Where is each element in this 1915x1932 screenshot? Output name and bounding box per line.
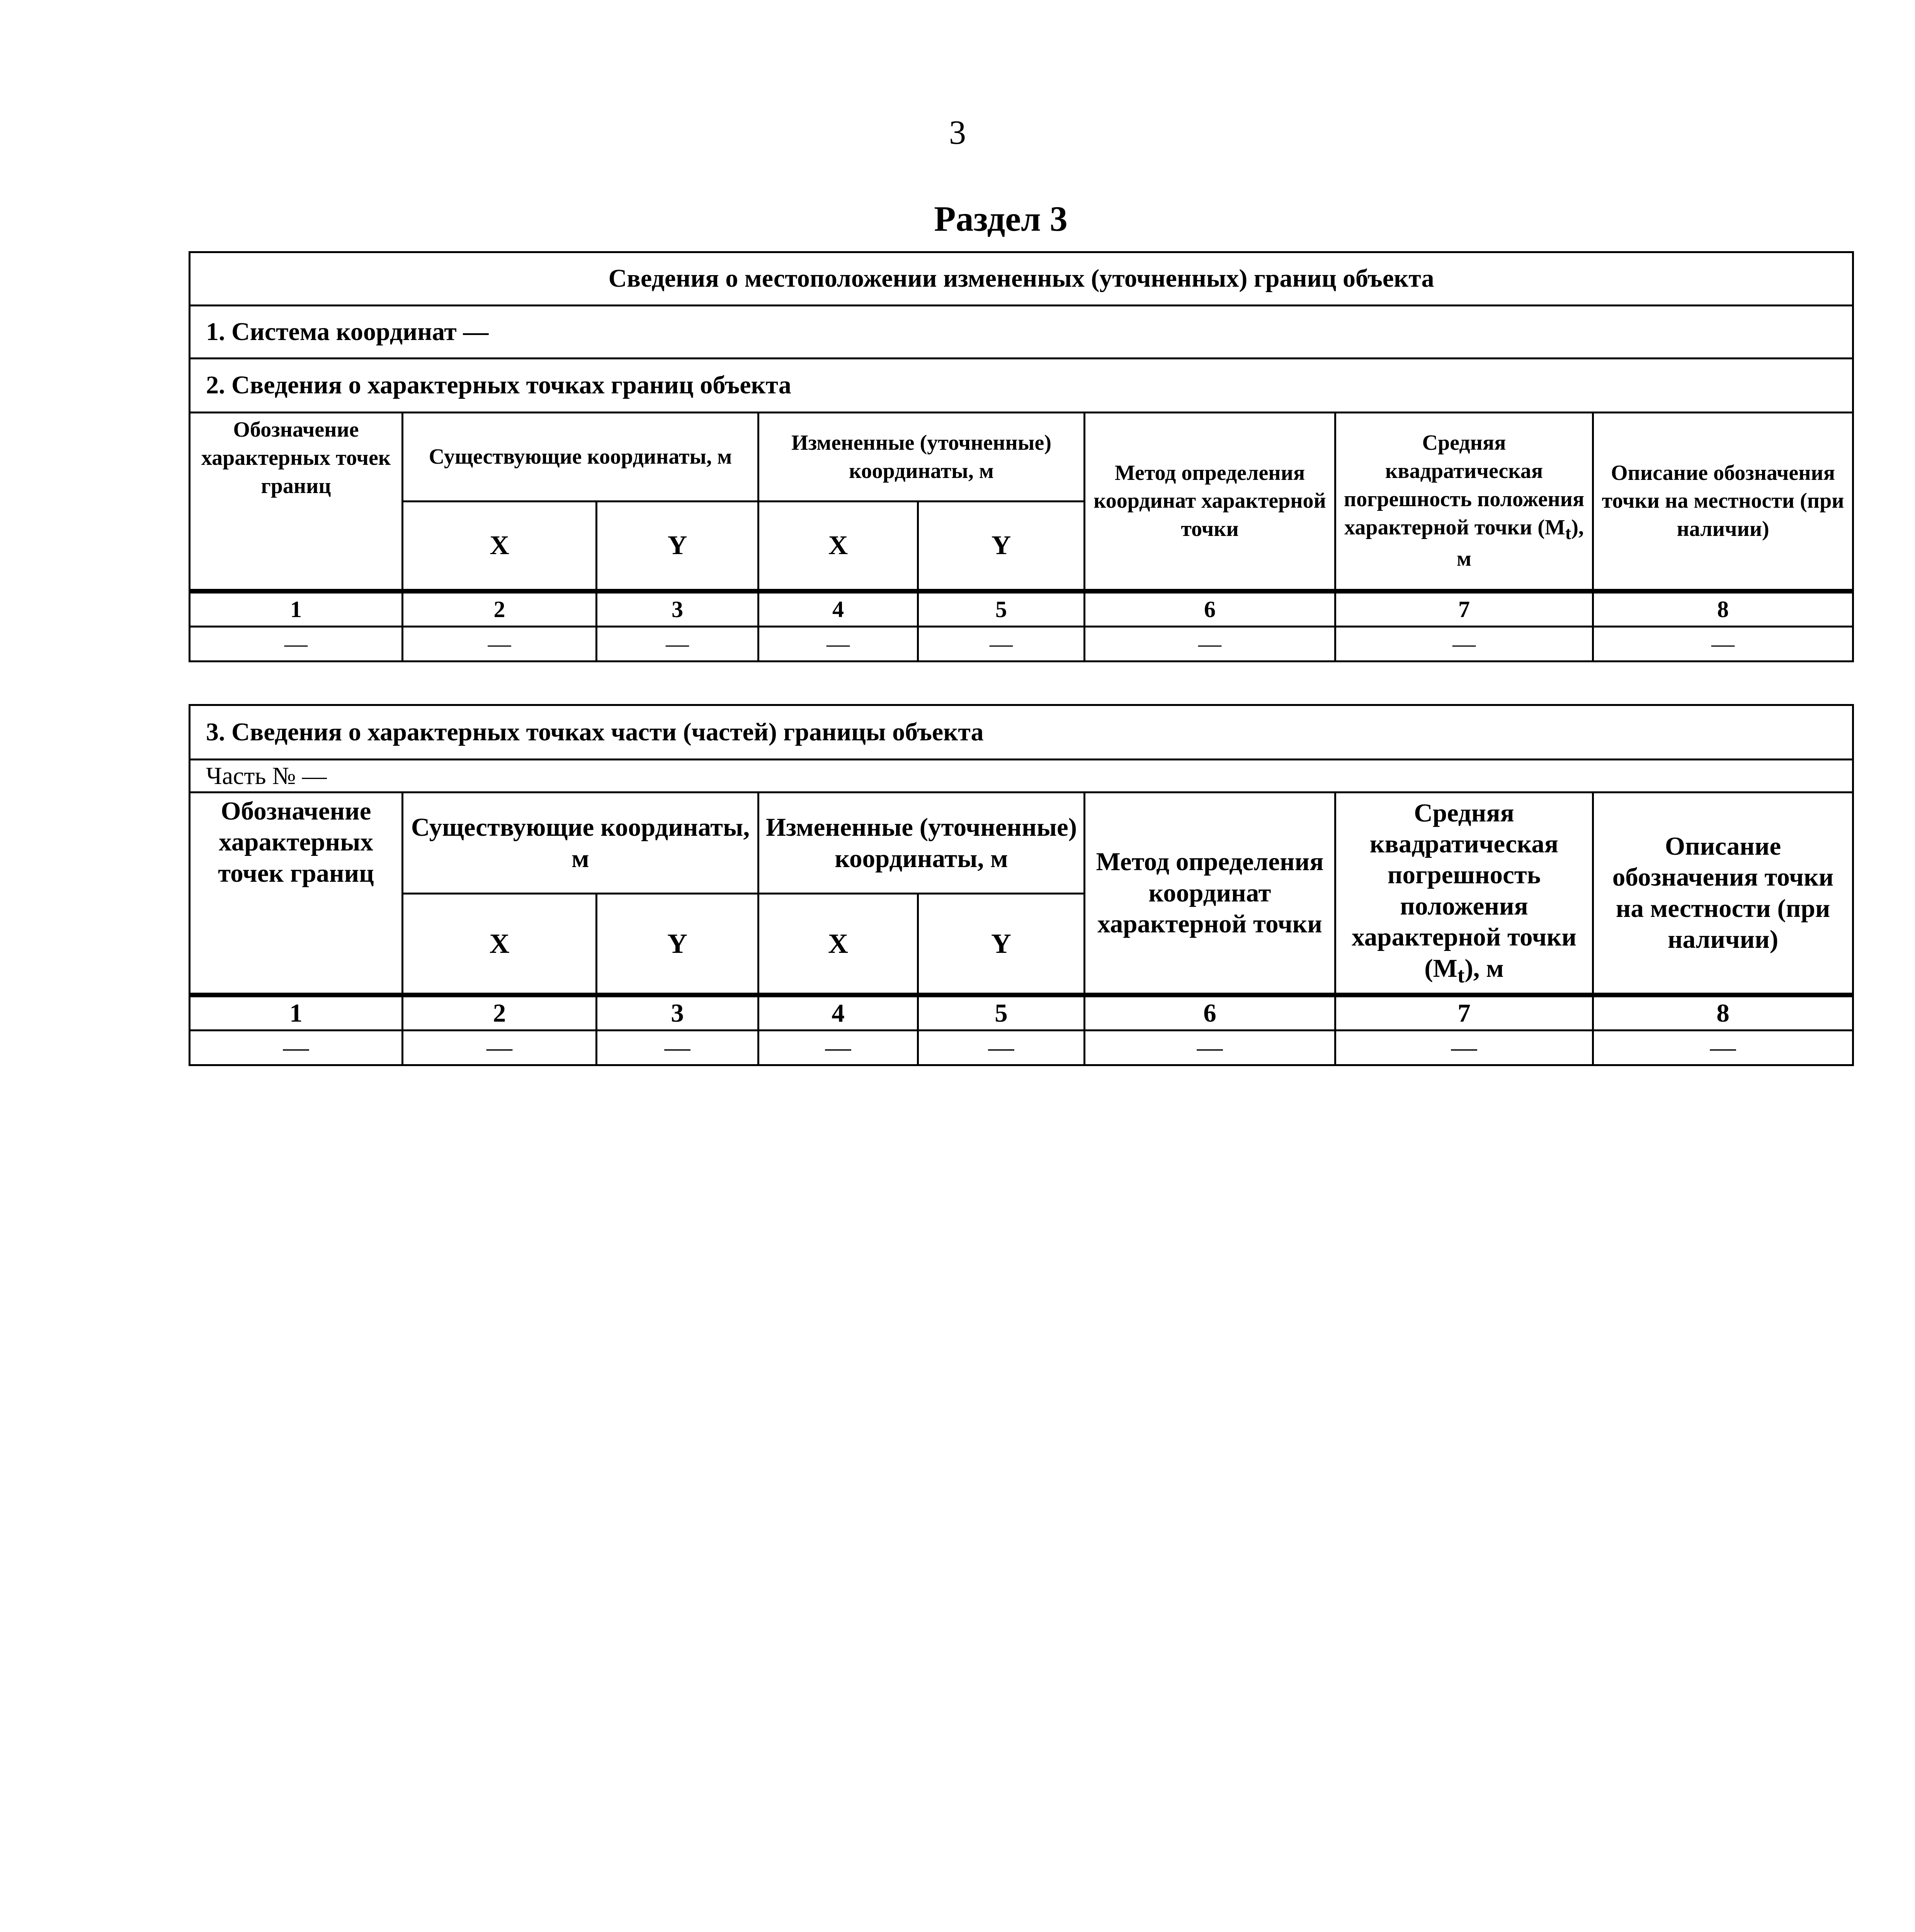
table-cell: — (1593, 1031, 1853, 1065)
table-cell: — (403, 1031, 597, 1065)
table-cell: — (1085, 1031, 1335, 1065)
mse-label: Средняя квадратическая погрешность положения характерной точки (M (1352, 798, 1577, 983)
header-description: Описание обозначения точки на местности (при наличии) (1593, 793, 1853, 995)
header-changed-coordinates: Измененные (уточненные) координаты, м (759, 413, 1085, 502)
table-cell: — (759, 1031, 918, 1065)
header-changed-y: Y (918, 502, 1085, 591)
mse-subscript: t (1565, 523, 1571, 543)
table-cell: — (190, 1031, 403, 1065)
column-number: 6 (1085, 591, 1335, 627)
header-description: Описание обозначения точки на местности (при наличии) (1593, 413, 1853, 591)
page-number: 3 (949, 114, 966, 151)
column-number: 1 (190, 591, 403, 627)
column-number: 2 (403, 591, 597, 627)
table-cell: — (918, 1031, 1085, 1065)
coordinate-system-row: 1. Система координат — (190, 306, 1853, 359)
table-cell: — (1085, 627, 1335, 662)
header-point-designation: Обозначение характерных точек границ (190, 793, 403, 995)
header-method: Метод определения координат характерной точки (1085, 413, 1335, 591)
column-number: 5 (918, 995, 1085, 1031)
column-number: 3 (597, 591, 759, 627)
column-number: 3 (597, 995, 759, 1031)
column-number: 4 (759, 995, 918, 1031)
table-cell: — (1335, 627, 1593, 662)
column-number: 4 (759, 591, 918, 627)
column-number: 8 (1593, 591, 1853, 627)
header-changed-x: X (759, 894, 918, 995)
boundary-points-table (189, 251, 1854, 662)
column-number: 2 (403, 995, 597, 1031)
mse-unit: ), м (1456, 515, 1584, 571)
column-number: 1 (190, 995, 403, 1031)
table-cell: — (403, 627, 597, 662)
section-title: Раздел 3 (934, 199, 1068, 238)
part-number-row: Часть № — (190, 760, 1853, 793)
header-mean-square-error (1335, 793, 1593, 995)
header-method: Метод определения координат характерной точки (1085, 793, 1335, 995)
table-cell: — (190, 627, 403, 662)
column-number: 8 (1593, 995, 1853, 1031)
header-changed-x: X (759, 502, 918, 591)
table-cell: — (918, 627, 1085, 662)
table-cell: — (759, 627, 918, 662)
header-existing-coordinates: Существующие координаты, м (403, 793, 759, 894)
subsection-3-title: 3. Сведения о характерных точках части (частей) границы объекта (190, 705, 1853, 760)
header-existing-y: Y (597, 894, 759, 995)
table-cell: — (597, 1031, 759, 1065)
column-number: 7 (1335, 995, 1593, 1031)
table-cell: — (1335, 1031, 1593, 1065)
column-number: 6 (1085, 995, 1335, 1031)
mse-label: Средняя квадратическая погрешность положения характерной точки (M (1344, 431, 1585, 539)
header-existing-y: Y (597, 502, 759, 591)
header-existing-x: X (403, 502, 597, 591)
mse-unit: ), м (1464, 954, 1504, 983)
table-title: Сведения о местоположении измененных (уточненных) границ объекта (190, 252, 1853, 306)
header-mean-square-error (1335, 413, 1593, 591)
header-existing-x: X (403, 894, 597, 995)
mse-subscript: t (1457, 963, 1465, 987)
column-number: 5 (918, 591, 1085, 627)
table-cell: — (597, 627, 759, 662)
header-changed-coordinates: Измененные (уточненные) координаты, м (759, 793, 1085, 894)
column-number: 7 (1335, 591, 1593, 627)
header-point-designation: Обозначение характерных точек границ (190, 413, 403, 591)
part-boundary-points-table (189, 704, 1854, 1066)
header-existing-coordinates: Существующие координаты, м (403, 413, 759, 502)
table-cell: — (1593, 627, 1853, 662)
header-changed-y: Y (918, 894, 1085, 995)
subsection-title: 2. Сведения о характерных точках границ объекта (190, 359, 1853, 413)
